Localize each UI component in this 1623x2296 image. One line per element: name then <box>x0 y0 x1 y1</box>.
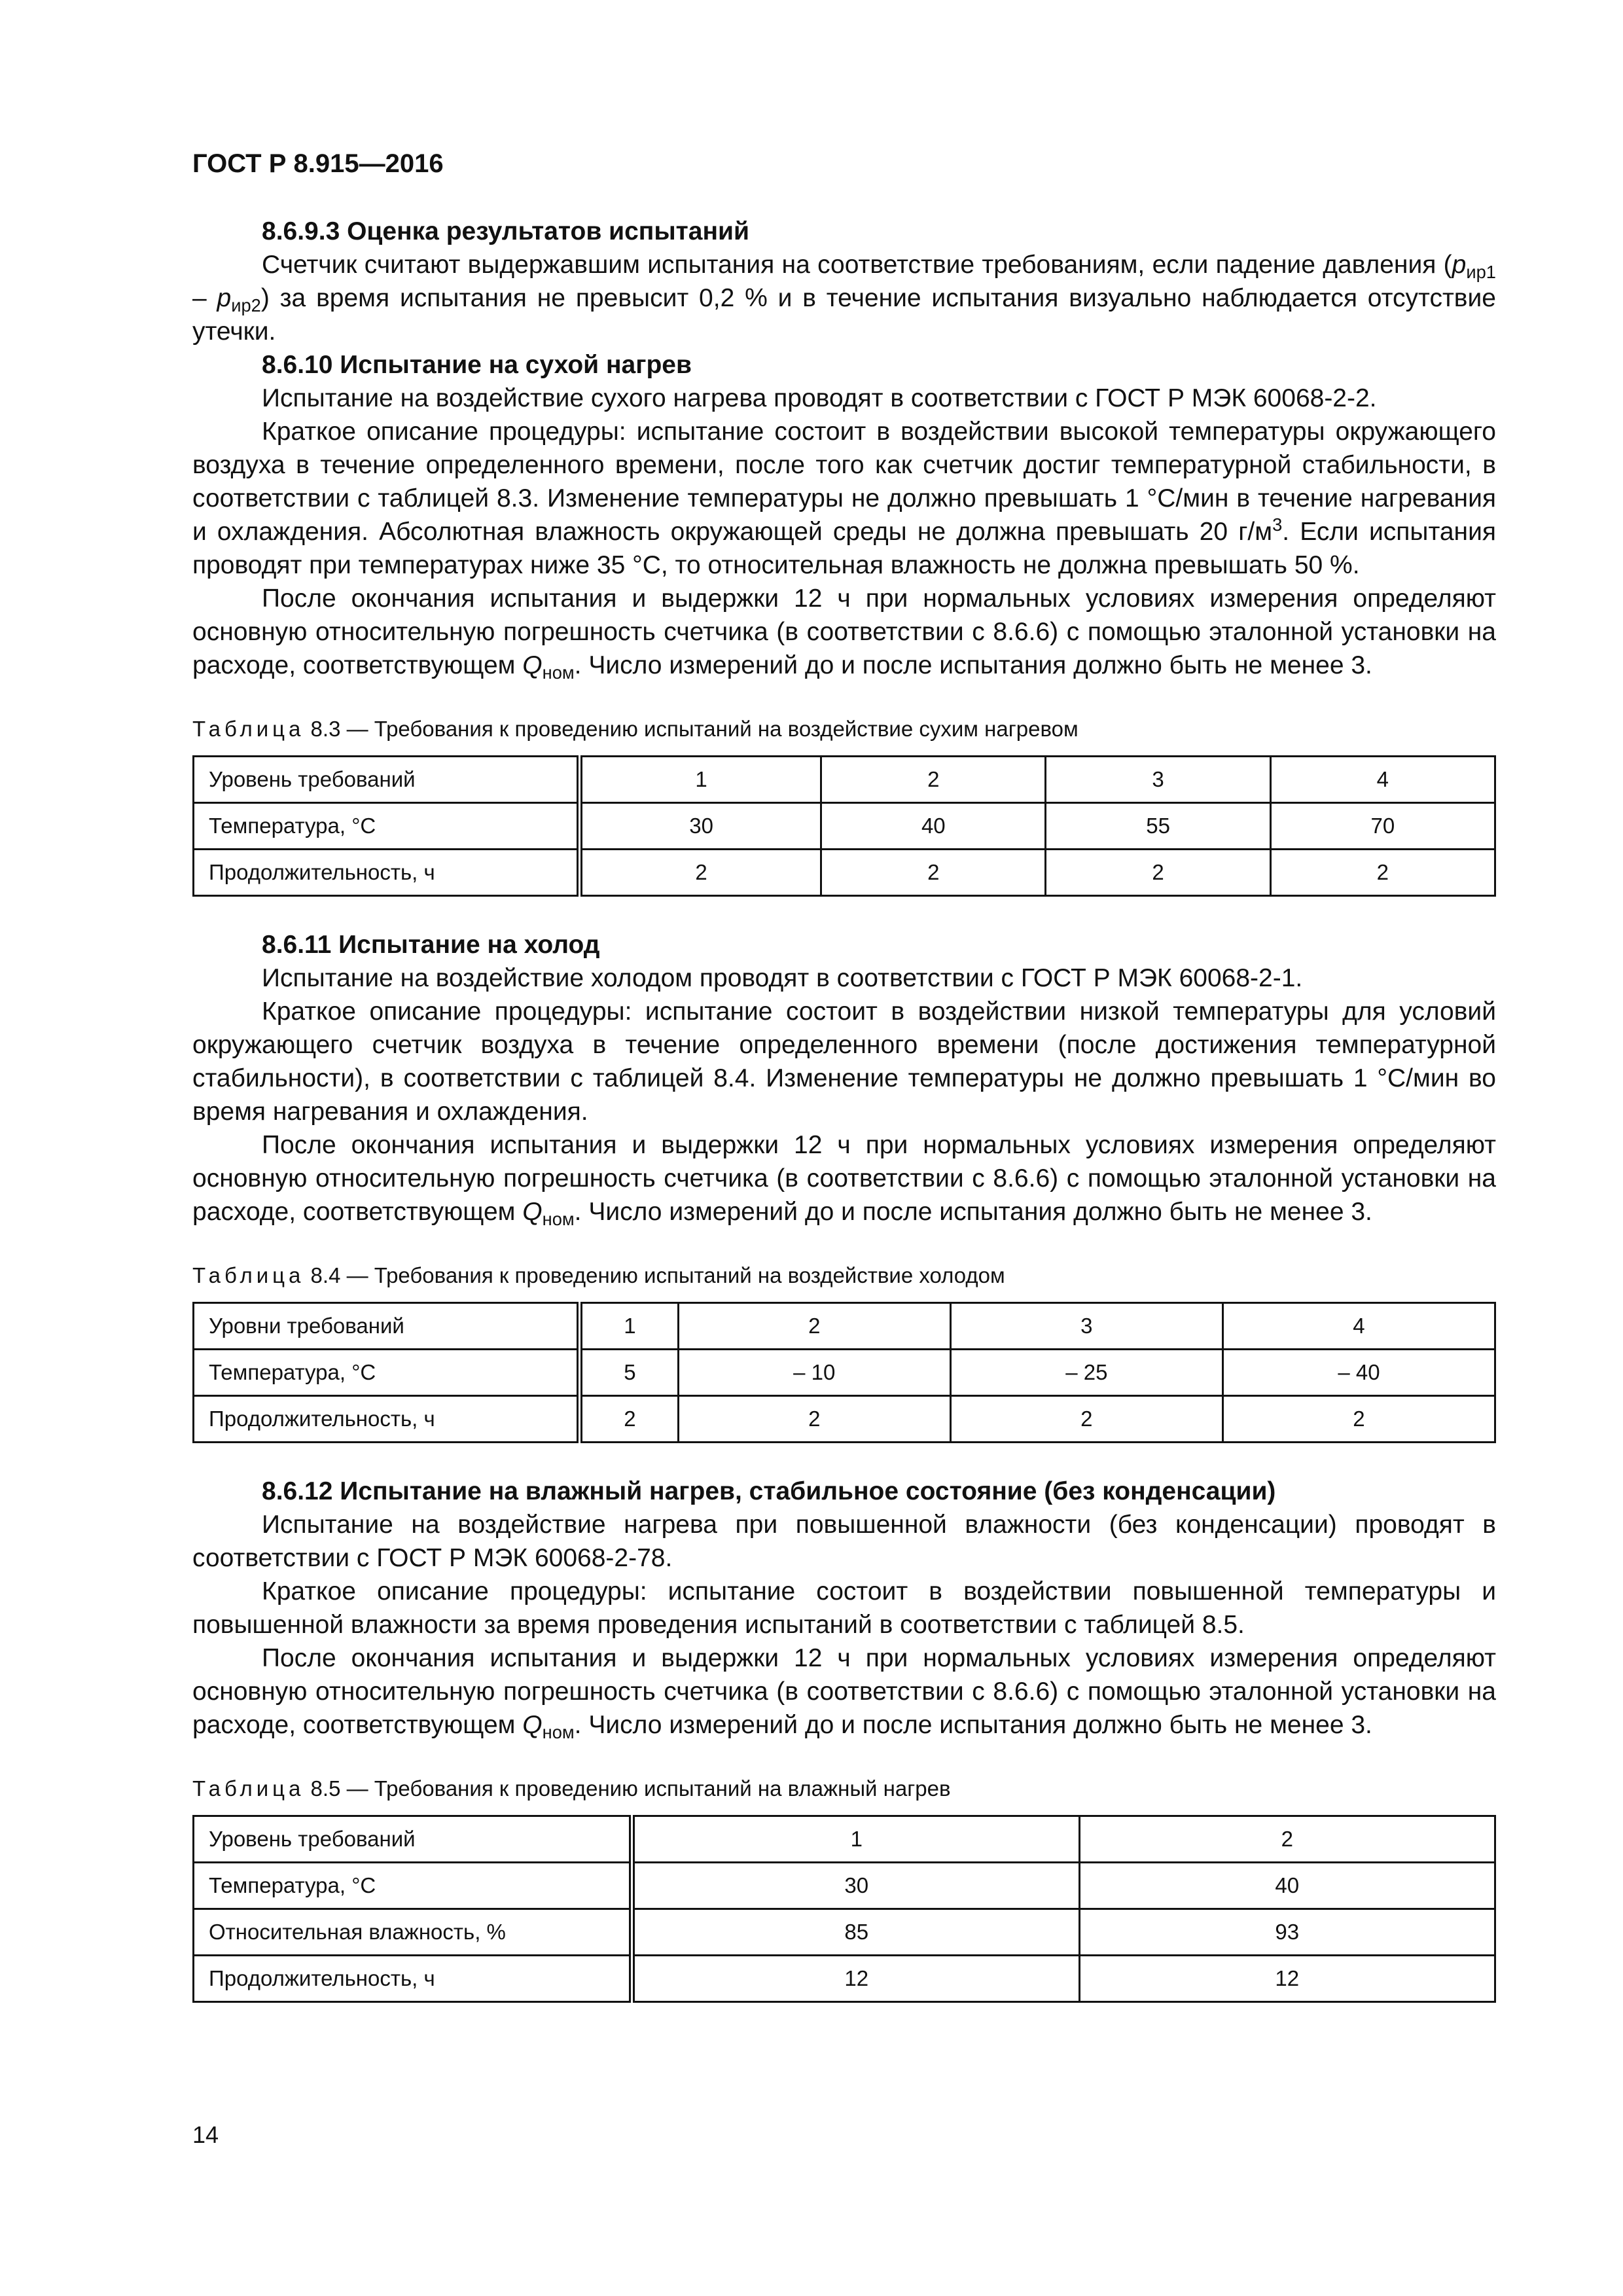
table-8-3 <box>192 755 1496 897</box>
text-run: . Число измерений до и после испытания должно быть не менее 3. <box>574 651 1372 679</box>
text-run: . Число измерений до и после испытания должно быть не менее 3. <box>574 1198 1372 1226</box>
table-cell: Температура, °С <box>194 803 580 850</box>
text-run: Счетчик считают выдержавшим испытания на соответствие требованиям, если падение давления ( <box>262 251 1452 279</box>
text-run: Краткое описание процедуры: испытание состоит в воздействии высокой температуры окружающего воздуха в течение определенного времени, после того как счетчик достиг температурной стабильности, в соответствии с таблицей 8.3. Изменение температуры не должно превышать 1 °С/мин в течение нагревания и охлаждения. Абсолютная влажность окружающей среды не должна превышать 20 г/м <box>192 418 1496 546</box>
subscript: ном <box>542 1209 575 1229</box>
table-row <box>194 803 1495 850</box>
table-cell: Температура, °С <box>194 1350 580 1396</box>
caption-text: 8.4 — Требования к проведению испытаний на воздействие холодом <box>304 1263 1005 1287</box>
table-cell: Уровень требований <box>194 757 580 803</box>
table-label: Таблица <box>192 1263 305 1287</box>
table-cell: 1 <box>580 757 821 803</box>
table-cell: 12 <box>1079 1956 1495 2002</box>
variable-q: Q <box>522 1711 543 1739</box>
table-8-5 <box>192 1815 1496 2003</box>
table-cell: 40 <box>1079 1863 1495 1909</box>
table-8-5-caption <box>192 1776 1496 1802</box>
document-header: ГОСТ Р 8.915—2016 <box>192 149 444 178</box>
page-content <box>192 215 1496 2034</box>
table-cell: 4 <box>1270 757 1495 803</box>
table-cell: 1 <box>632 1816 1080 1863</box>
table-cell: 93 <box>1079 1909 1495 1956</box>
table-8-4 <box>192 1302 1496 1443</box>
page-number: 14 <box>192 2121 219 2148</box>
section-8-6-10-heading: 8.6.10 Испытание на сухой нагрев <box>262 351 692 379</box>
table-row <box>194 1956 1495 2002</box>
table-8-4-caption <box>192 1263 1496 1289</box>
table-cell: – 40 <box>1222 1350 1495 1396</box>
section-8-6-10-paragraph-3 <box>192 582 1496 682</box>
section-8-6-12-paragraph-1: Испытание на воздействие нагрева при повышенной влажности (без конденсации) проводят в соответствии с ГОСТ Р МЭК 60068-2-78. <box>192 1511 1496 1572</box>
table-cell: 30 <box>580 803 821 850</box>
text-run: После окончания испытания и выдержки 12 ч при нормальных условиях измерения определяют основную относительную погрешность счетчика (в соответствии с 8.6.6) с помощью эталонной установки на расходе, соответствующем <box>192 1131 1496 1226</box>
table-cell: 2 <box>580 850 821 896</box>
table-cell: Относительная влажность, % <box>194 1909 632 1956</box>
variable-q: Q <box>522 1198 543 1226</box>
caption-text: 8.3 — Требования к проведению испытаний на воздействие сухим нагревом <box>304 717 1079 741</box>
subscript: ир2 <box>231 295 261 315</box>
table-cell: Продолжительность, ч <box>194 1956 632 2002</box>
table-cell: 3 <box>1046 757 1270 803</box>
section-8-6-12-paragraph-2: Краткое описание процедуры: испытание состоит в воздействии повышенной температуры и повышенной влажности за время проведения испытаний в соответствии с таблицей 8.5. <box>192 1577 1496 1639</box>
table-row <box>194 757 1495 803</box>
table-cell: 70 <box>1270 803 1495 850</box>
table-cell: Уровни требований <box>194 1303 580 1350</box>
section-8-6-12-heading: 8.6.12 Испытание на влажный нагрев, стабильное состояние (без конденсации) <box>262 1477 1276 1505</box>
section-8-6-10-paragraph-1: Испытание на воздействие сухого нагрева проводят в соответствии с ГОСТ Р МЭК 60068-2-2. <box>262 384 1377 412</box>
table-label: Таблица <box>192 1776 305 1801</box>
section-8-6-11-paragraph-3 <box>192 1128 1496 1229</box>
table-cell: 2 <box>580 1396 679 1443</box>
table-row <box>194 1396 1495 1443</box>
table-cell: 2 <box>1079 1816 1495 1863</box>
text-run: – <box>192 284 217 312</box>
section-8-6-10-paragraph-2 <box>192 415 1496 582</box>
table-cell: Продолжительность, ч <box>194 1396 580 1443</box>
subscript: ир1 <box>1466 262 1496 282</box>
table-row <box>194 1816 1495 1863</box>
section-8-6-11-paragraph-1: Испытание на воздействие холодом проводят в соответствии с ГОСТ Р МЭК 60068-2-1. <box>262 964 1303 992</box>
table-cell: 2 <box>678 1396 950 1443</box>
table-cell: 2 <box>678 1303 950 1350</box>
text-run: ) за время испытания не превысит 0,2 % и в течение испытания визуально наблюдается отсутствие утечки. <box>192 284 1496 346</box>
table-row <box>194 1303 1495 1350</box>
section-8-6-11-paragraph-2: Краткое описание процедуры: испытание состоит в воздействии низкой температуры для условий окружающего счетчик воздуха в течение определенного времени (после достижения температурной стабильности), в соответствии с таблицей 8.4. Изменение температуры не должно превышать 1 °С/мин во время нагревания и охлаждения. <box>192 997 1496 1126</box>
section-8-6-9-3-heading: 8.6.9.3 Оценка результатов испытаний <box>262 217 749 245</box>
subscript: ном <box>542 662 575 683</box>
table-cell: – 10 <box>678 1350 950 1396</box>
table-cell: 40 <box>821 803 1046 850</box>
table-cell: 2 <box>950 1396 1222 1443</box>
table-row <box>194 1863 1495 1909</box>
table-row <box>194 1350 1495 1396</box>
text-run: После окончания испытания и выдержки 12 ч при нормальных условиях измерения определяют основную относительную погрешность счетчика (в соответствии с 8.6.6) с помощью эталонной установки на расходе, соответствующем <box>192 584 1496 679</box>
section-8-6-11-heading: 8.6.11 Испытание на холод <box>262 931 600 959</box>
table-cell: 1 <box>580 1303 679 1350</box>
table-8-3-caption <box>192 716 1496 742</box>
section-8-6-9-3-paragraph <box>192 248 1496 348</box>
table-cell: 2 <box>1046 850 1270 896</box>
table-cell: – 25 <box>950 1350 1222 1396</box>
table-cell: 3 <box>950 1303 1222 1350</box>
table-row <box>194 1909 1495 1956</box>
table-cell: 4 <box>1222 1303 1495 1350</box>
variable-q: Q <box>522 651 543 679</box>
variable-p: p <box>1452 251 1467 279</box>
variable-p: p <box>217 284 232 312</box>
table-cell: 12 <box>632 1956 1080 2002</box>
table-cell: 2 <box>1222 1396 1495 1443</box>
table-cell: 85 <box>632 1909 1080 1956</box>
table-cell: 2 <box>1270 850 1495 896</box>
superscript: 3 <box>1272 514 1283 535</box>
table-cell: Продолжительность, ч <box>194 850 580 896</box>
table-cell: 55 <box>1046 803 1270 850</box>
table-cell: 2 <box>821 850 1046 896</box>
table-cell: 2 <box>821 757 1046 803</box>
text-run: . Если испытания проводят при температурах ниже 35 °С, то относительная влажность не должна превышать 50 %. <box>192 518 1496 579</box>
table-label: Таблица <box>192 717 305 741</box>
section-8-6-12-paragraph-3 <box>192 1641 1496 1742</box>
table-cell: 5 <box>580 1350 679 1396</box>
table-cell: Температура, °С <box>194 1863 632 1909</box>
text-run: После окончания испытания и выдержки 12 ч при нормальных условиях измерения определяют основную относительную погрешность счетчика (в соответствии с 8.6.6) с помощью эталонной установки на расходе, соответствующем <box>192 1644 1496 1739</box>
table-cell: 30 <box>632 1863 1080 1909</box>
caption-text: 8.5 — Требования к проведению испытаний на влажный нагрев <box>304 1776 951 1801</box>
text-run: . Число измерений до и после испытания должно быть не менее 3. <box>574 1711 1372 1739</box>
subscript: ном <box>542 1722 575 1742</box>
table-cell: Уровень требований <box>194 1816 632 1863</box>
table-row <box>194 850 1495 896</box>
